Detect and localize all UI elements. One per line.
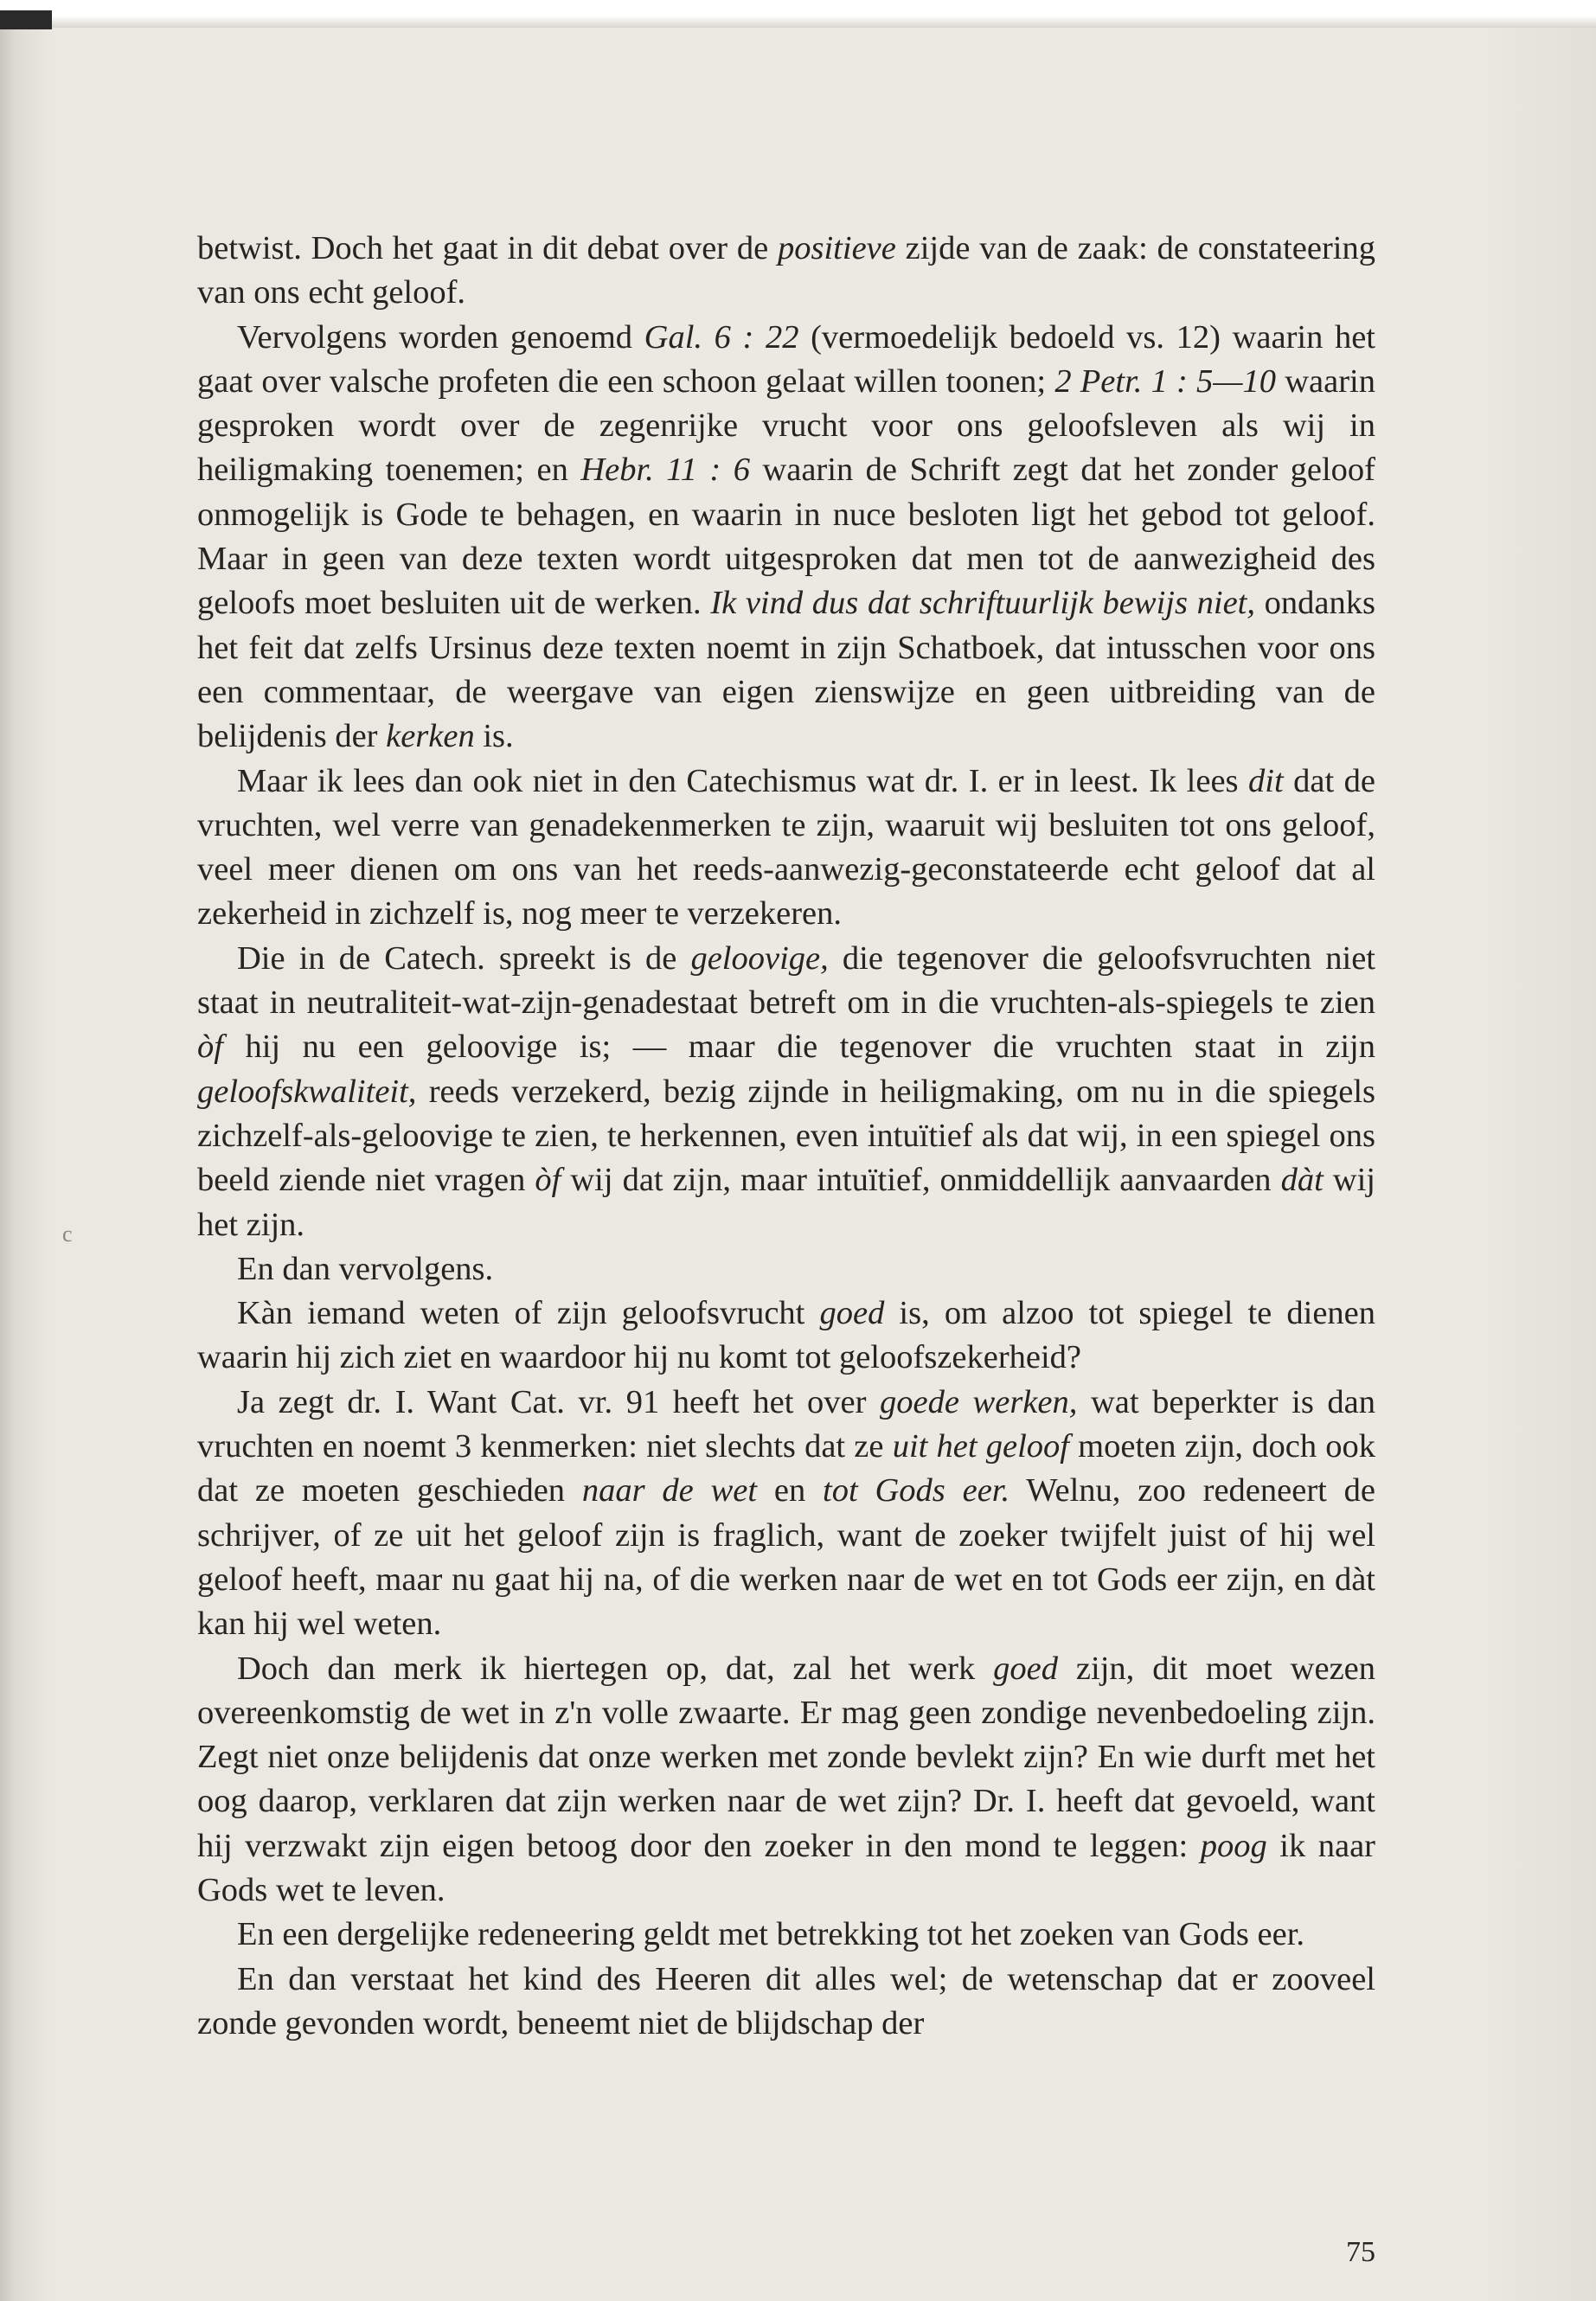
page-number: 75: [1346, 2236, 1375, 2268]
italic-run: Ik vind dus dat schriftuurlijk bewijs niet,: [710, 585, 1255, 622]
paragraph: Die in de Catech. spreekt is de geloovige, die tegenover die geloofsvruchten niet staat in neutraliteit-wat-zijn-genadestaat betreft om in die vruchten-als-spiegels te zien òf hij nu een geloovige is; — maar die tegenover die vruchten staat in zijn geloofskwaliteit, reeds verzekerd, bezig zijnde in heiligmaking, om nu in die spiegels zichzelf-als-geloovige te zien, te herkennen, even intuïtief als dat wij, in een spiegel ons beeld ziende niet vragen òf wij dat zijn, maar intuïtief, onmiddellijk aanvaarden dàt wij het zijn.: [197, 939, 1375, 1243]
italic-run: tot Gods eer.: [823, 1472, 1010, 1509]
italic-run: Hebr. 11 : 6: [580, 452, 750, 489]
paragraph: Kàn iemand weten of zijn geloofsvrucht goed is, om alzoo tot spiegel te dienen waarin hij zich ziet en waardoor hij nu komt tot geloofszekerheid?: [197, 1295, 1375, 1376]
paragraph: Ja zegt dr. I. Want Cat. vr. 91 heeft het over goede werken, wat beperkter is dan vruchten en noemt 3 kenmerken: niet slechts dat ze uit het geloof moeten zijn, doch ook dat ze moeten geschieden naar de wet en tot Gods eer. Welnu, zoo redeneert de schrijver, of ze uit het geloof zijn is fraglich, want de zoeker twijfelt juist of hij wel geloof heeft, maar nu gaat hij na, of die werken naar de wet en tot Gods eer zijn, en dàt kan hij wel weten.: [197, 1383, 1376, 1643]
italic-run: dàt: [1280, 1162, 1324, 1199]
italic-run: òf: [197, 1029, 223, 1066]
italic-run: goed: [819, 1295, 885, 1332]
italic-run: goede werken,: [880, 1383, 1078, 1420]
body-text: [197, 227, 1375, 2046]
italic-run: Gal. 6 : 22: [644, 318, 799, 356]
italic-run: kerken: [386, 718, 475, 755]
paragraph: betwist. Doch het gaat in dit debat over de positieve zijde van de zaak: de constateering van ons echt geloof.: [197, 230, 1375, 311]
italic-run: dit: [1248, 762, 1284, 799]
paragraph: En dan vervolgens.: [237, 1250, 494, 1287]
paragraph: Vervolgens worden genoemd Gal. 6 : 22 (vermoedelijk bedoeld vs. 12) waarin het gaat over valsche profeten die een schoon gelaat willen toonen; 2 Petr. 1 : 5—10 waarin gesproken wordt over de zegenrijke vrucht voor ons geloofsleven als wij in heiligmaking toenemen; en Hebr. 11 : 6 waarin de Schrift zegt dat het zonder geloof onmogelijk is Gode te behagen, en waarin in nuce besloten ligt het gebod tot geloof. Maar in geen van deze texten wordt uitgesproken dat men tot de aanwezigheid des geloofs moet besluiten uit de werken. Ik vind dus dat schriftuurlijk bewijs niet, ondanks het feit dat zelfs Ursinus deze texten noemt in zijn Schatboek, dat intusschen voor ons een commentaar, de weergave van eigen zienswijze en geen uitbreiding van de belijdenis der kerken is.: [197, 318, 1375, 755]
italic-run: 2 Petr. 1 : 5—10: [1054, 362, 1277, 400]
italic-run: naar de wet: [581, 1472, 758, 1509]
italic-run: uit het geloof: [892, 1428, 1069, 1465]
margin-mark: c: [62, 1221, 73, 1247]
italic-run: poog: [1200, 1827, 1267, 1864]
italic-run: geloovige,: [690, 939, 829, 977]
italic-run: òf: [535, 1162, 561, 1199]
italic-run: goed: [993, 1650, 1058, 1687]
paragraph: Doch dan merk ik hiertegen op, dat, zal het werk goed zijn, dit moet wezen overeenkomstig de wet in z'n volle zwaarte. Er mag geen zondige nevenbedoeling zijn. Zegt niet onze belijdenis dat onze werken met zonde bevlekt zijn? En wie durft met het oog daarop, verklaren dat zijn werken naar de wet zijn? Dr. I. heeft dat gevoeld, want hij verzwakt zijn eigen betoog door den zoeker in den mond te leggen: poog ik naar Gods wet te leven.: [197, 1650, 1375, 1908]
paragraph: En dan verstaat het kind des Heeren dit alles wel; de wetenschap dat er zooveel zonde gevonden wordt, beneemt niet de blijdschap der: [197, 1960, 1375, 2041]
italic-run: geloofskwaliteit,: [197, 1073, 417, 1110]
paragraph: Maar ik lees dan ook niet in den Catechismus wat dr. I. er in leest. Ik lees dit dat de vruchten, wel verre van genadekenmerken te zijn, waaruit wij besluiten tot ons geloof, veel meer dienen om ons van het reeds-aanwezig-geconstateerde echt geloof dat al zekerheid in zichzelf is, nog meer te verzekeren.: [197, 762, 1375, 933]
scan-top-edge: [0, 0, 1596, 28]
paragraph: En een dergelijke redeneering geldt met betrekking tot het zoeken van Gods eer.: [237, 1916, 1305, 1953]
italic-run: positieve: [778, 230, 896, 266]
